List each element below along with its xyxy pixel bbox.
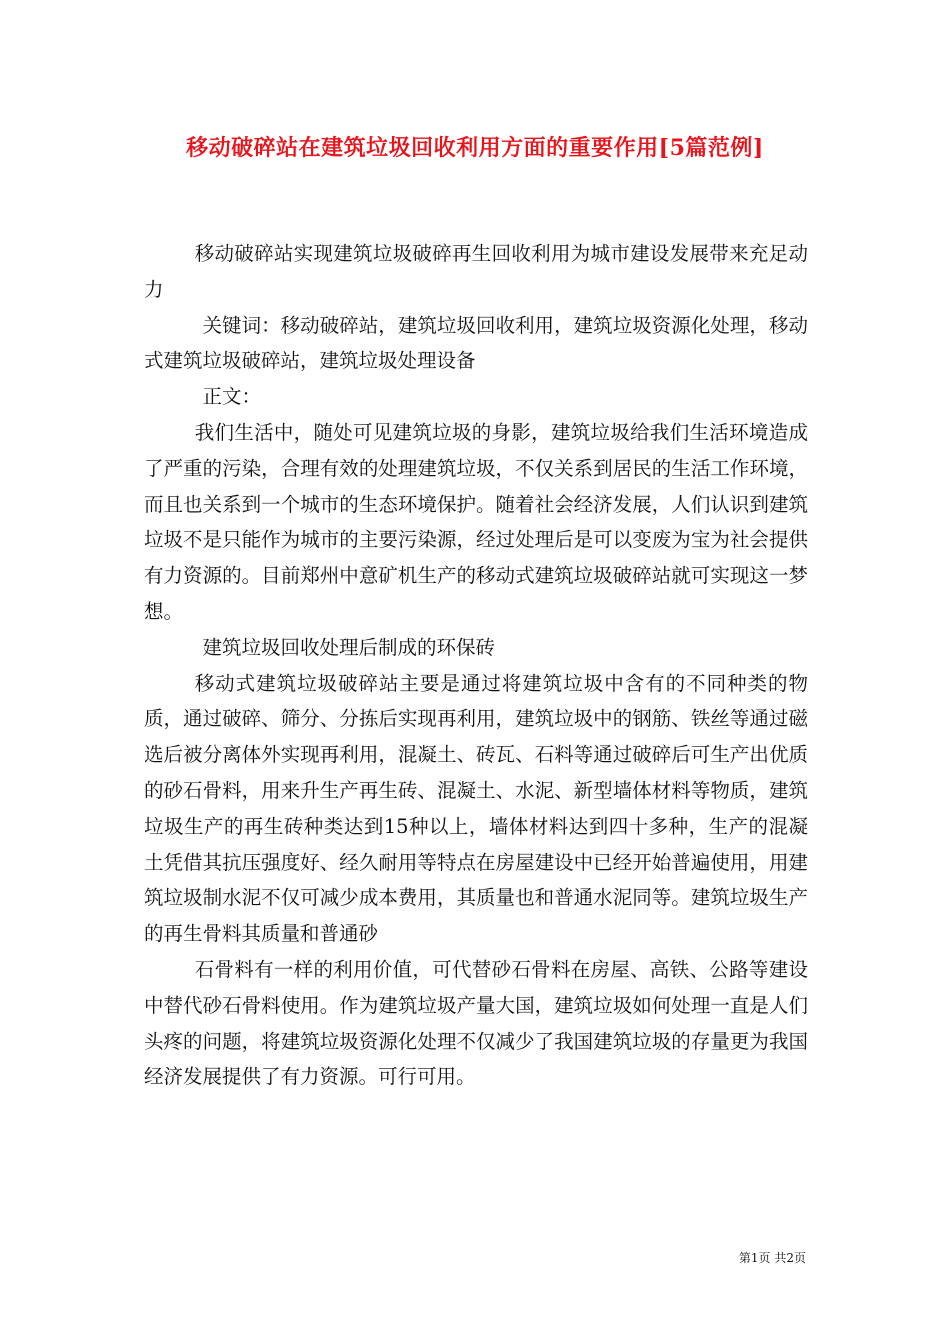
image-caption: 建筑垃圾回收处理后制成的环保砖: [202, 635, 496, 659]
body-paragraph: 石骨料有一样的利用价值，可代替砂石骨料在房屋、高铁、公路等建设中替代砂石骨料使用。作为建筑垃圾产量大国，建筑垃圾如何处理一直是人们头疼的问题，将建筑垃圾资源化处理不仅减少了我国建筑垃圾的存量更为我国经济发展提供了有力资源。可行可用。: [144, 957, 808, 1089]
body-heading: 正文：: [202, 385, 262, 409]
page-title: 移动破碎站在建筑垃圾回收利用方面的重要作用[5篇范例]: [186, 135, 764, 161]
page-number: 第1页 共2页: [738, 1251, 806, 1265]
body-paragraph: 移动式建筑垃圾破碎站主要是通过将建筑垃圾中含有的不同种类的物质，通过破碎、筛分、分拣后实现再利用，建筑垃圾中的钢筋、铁丝等通过磁选后被分离体外实现再利用，混凝土、砖瓦、石料等通过破碎后可生产出优质的砂石骨料，用来升生产再生砖、混凝土、水泥、新型墙体材料等物质，建筑垃圾生产的再生砖种类达到15种以上，墙体材料达到四十多种，生产的混凝土凭借其抗压强度好、经久耐用等特点在房屋建设中已经开始普遍使用，用建筑垃圾制水泥不仅可减少成本费用，其质量也和普通水泥同等。建筑垃圾生产的再生骨料其质量和普通砂: [144, 671, 808, 946]
intro-paragraph: 移动破碎站实现建筑垃圾破碎再生回收利用为城市建设发展带来充足动力: [144, 242, 808, 301]
body-paragraph: 我们生活中，随处可见建筑垃圾的身影，建筑垃圾给我们生活环境造成了严重的污染，合理有效的处理建筑垃圾，不仅关系到居民的生活工作环境，而且也关系到一个城市的生态环境保护。随着社会经济发展，人们认识到建筑垃圾不是只能作为城市的主要污染源，经过处理后是可以变废为宝为社会提供有力资源的。目前郑州中意矿机生产的移动式建筑垃圾破碎站就可实现这一梦想。: [144, 420, 808, 623]
document-body: [144, 236, 808, 1095]
keywords-paragraph: 关键词：移动破碎站，建筑垃圾回收利用，建筑垃圾资源化处理，移动式建筑垃圾破碎站，建筑垃圾处理设备: [144, 313, 808, 373]
